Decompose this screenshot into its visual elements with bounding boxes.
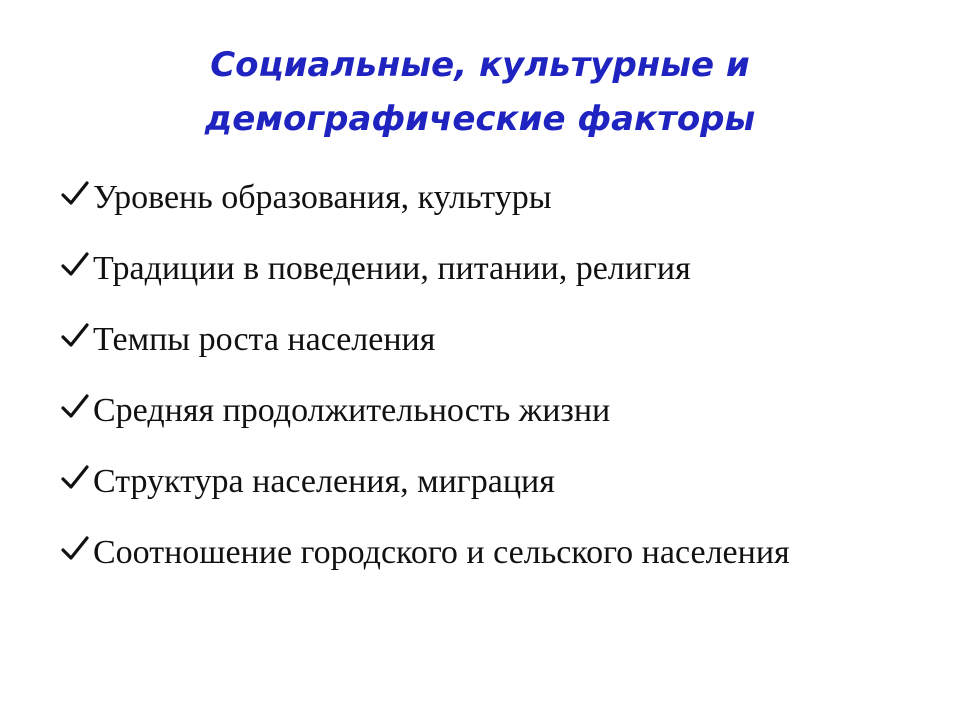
list-item [60, 389, 940, 433]
check-mark-icon [60, 392, 90, 422]
list-item [60, 460, 940, 504]
check-mark-icon [60, 534, 90, 564]
factor-list [60, 176, 940, 575]
list-item-text: Темпы роста населения [93, 321, 436, 358]
list-item-text: Структура населения, миграция [93, 463, 555, 500]
list-item [60, 176, 940, 220]
check-mark-icon [60, 463, 90, 493]
title-line-2: демографические факторы [204, 99, 756, 139]
list-item-text: Средняя продолжительность жизни [93, 392, 611, 429]
check-mark-icon [60, 179, 90, 209]
list-item-text: Традиции в поведении, питании, религия [93, 250, 691, 287]
list-item-text: Уровень образования, культуры [93, 179, 552, 216]
slide-title [0, 38, 960, 146]
list-item [60, 318, 940, 362]
check-mark-icon [60, 250, 90, 280]
list-item [60, 531, 940, 575]
list-item-text: Соотношение городского и сельского населения [93, 534, 790, 571]
check-mark-icon [60, 321, 90, 351]
list-item [60, 247, 940, 291]
title-line-1: Социальные, культурные и [210, 45, 750, 85]
